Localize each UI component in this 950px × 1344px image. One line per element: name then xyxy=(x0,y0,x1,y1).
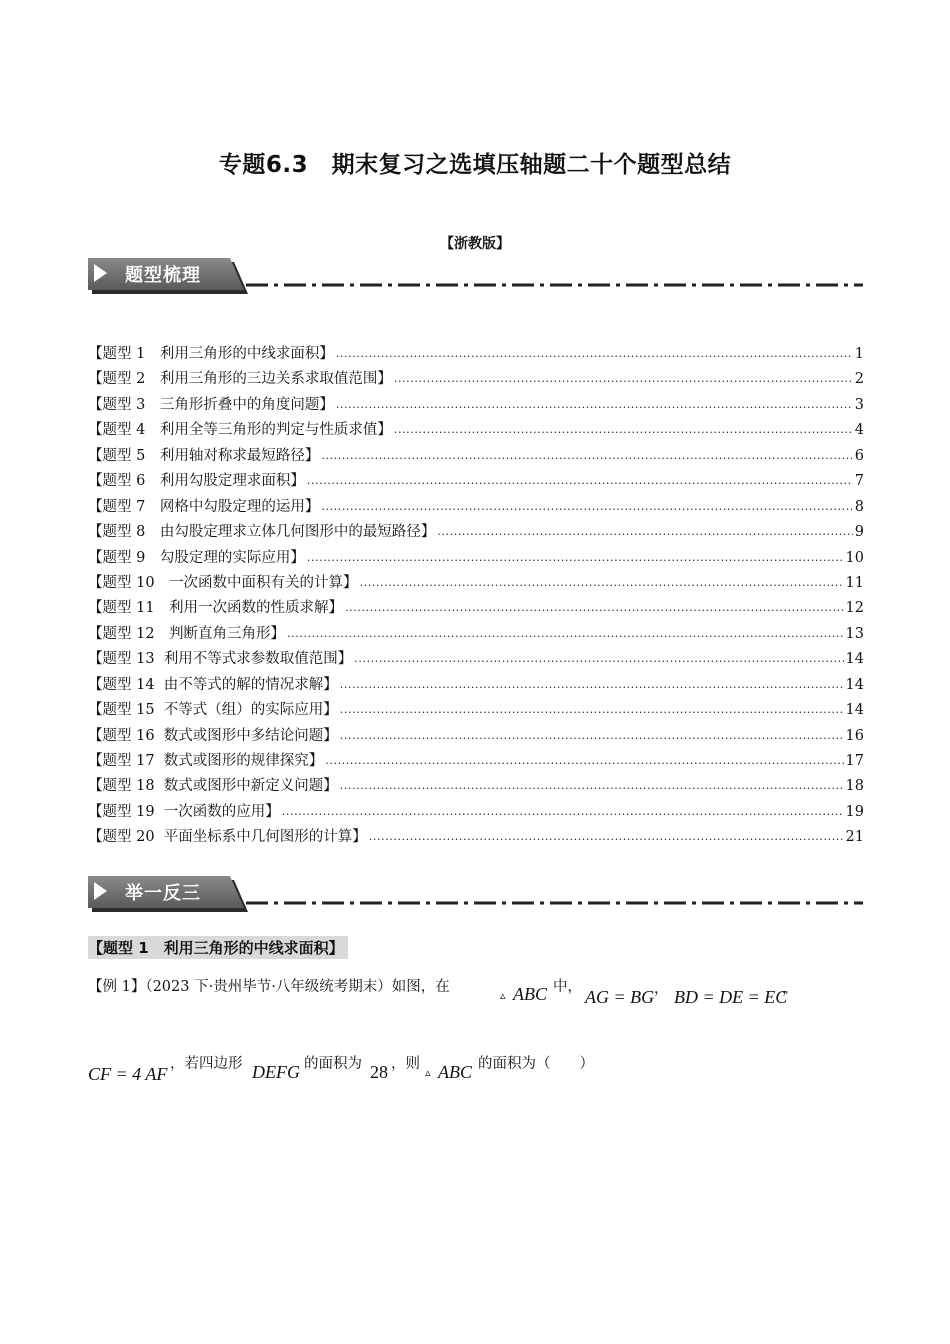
toc-item-label: 【题型 19 一次函数的应用】 xyxy=(88,803,280,820)
toc-item[interactable] xyxy=(88,774,864,799)
toc-item-page: 2 xyxy=(854,371,864,388)
toc-item-label: 【题型 14 由不等式的解的情况求解】 xyxy=(88,676,338,693)
area-value: 28 xyxy=(370,1062,388,1082)
toc-item[interactable] xyxy=(88,749,864,774)
comma-2: ， xyxy=(782,981,797,997)
toc-item[interactable] xyxy=(88,596,864,621)
toc-item-label: 【题型 10 一次函数中面积有关的计算】 xyxy=(88,574,358,591)
toc-item-page: 11 xyxy=(845,574,864,591)
toc-item-page: 3 xyxy=(854,396,864,413)
toc-item-page: 9 xyxy=(854,524,864,541)
toc-item-page: 18 xyxy=(845,778,864,795)
math-eq1: AG = BG xyxy=(585,987,655,1007)
toc-item-page: 21 xyxy=(845,829,864,846)
toc-item-label: 【题型 6 利用勾股定理求面积】 xyxy=(88,473,305,490)
toc-item[interactable] xyxy=(88,647,864,672)
toc-item-label: 【题型 15 不等式（组）的实际应用】 xyxy=(88,702,338,719)
toc-item[interactable] xyxy=(88,571,864,596)
toc-item-label: 【题型 7 网格中勾股定理的运用】 xyxy=(88,498,320,515)
math-abc: ABC xyxy=(513,984,547,1004)
play-arrow-icon xyxy=(94,264,107,282)
toc-item-label: 【题型 12 判断直角三角形】 xyxy=(88,625,286,642)
toc-item-label: 【题型 17 数式或图形的规律探究】 xyxy=(88,753,324,769)
toc-item-page: 14 xyxy=(845,676,864,693)
dash-dot-divider xyxy=(246,901,863,905)
example-text-3: 的面积为 xyxy=(304,1056,362,1072)
toc-item-label: 【题型 8 由勾股定理求立体几何图形中的最短路径】 xyxy=(88,524,436,541)
toc-item-label: 【题型 5 利用轴对称求最短路径】 xyxy=(88,447,320,464)
toc-item-page: 14 xyxy=(845,651,864,668)
toc-item[interactable] xyxy=(88,698,864,723)
toc-item-page: 8 xyxy=(854,498,864,515)
toc-item[interactable] xyxy=(88,724,864,749)
toc-item[interactable] xyxy=(88,342,864,367)
section-header-practice xyxy=(88,876,863,916)
table-of-contents xyxy=(88,342,864,851)
toc-item-label: 【题型 11 利用一次函数的性质求解】 xyxy=(88,600,344,617)
example-zhong: 中， xyxy=(553,979,582,995)
toc-item-label: 【题型 9 勾股定理的实际应用】 xyxy=(88,549,305,566)
toc-item-page: 1 xyxy=(854,346,864,362)
section-header-overview xyxy=(88,258,863,298)
toc-item[interactable] xyxy=(88,520,864,545)
play-arrow-icon xyxy=(94,882,107,900)
toc-item-label: 【题型 20 平面坐标系中几何图形的计算】 xyxy=(88,829,367,846)
toc-item-label: 【题型 13 利用不等式求参数取值范围】 xyxy=(88,651,353,668)
edition-label: 【浙教版】 xyxy=(440,236,510,252)
math-defg: DEFG xyxy=(252,1062,300,1082)
toc-item-label: 【题型 1 利用三角形的中线求面积】 xyxy=(88,346,334,362)
toc-item-page: 13 xyxy=(845,625,864,642)
toc-item[interactable] xyxy=(88,800,864,825)
example-line-1 xyxy=(88,975,888,1015)
toc-item-label: 【题型 16 数式或图形中多结论问题】 xyxy=(88,727,338,744)
example-lead: 【例 1】（2023 下·贵州毕节·八年级统考期末）如图，在 xyxy=(88,979,450,995)
toc-item-page: 16 xyxy=(845,727,864,744)
page-title: 专题6.3 期末复习之选填压轴题二十个题型总结 xyxy=(218,152,732,178)
toc-item-page: 4 xyxy=(854,422,864,439)
toc-item-page: 17 xyxy=(845,753,864,769)
toc-item-label: 【题型 18 数式或图形中新定义问题】 xyxy=(88,778,338,795)
triangle-symbol: ▵ xyxy=(500,989,506,1002)
toc-item-page: 19 xyxy=(845,803,864,820)
toc-item-label: 【题型 2 利用三角形的三边关系求取值范围】 xyxy=(88,371,392,388)
example-line-2 xyxy=(88,1050,888,1090)
toc-item[interactable] xyxy=(88,393,864,418)
question-type-heading: 【题型 1 利用三角形的中线求面积】 xyxy=(88,936,348,959)
toc-item-label: 【题型 4 利用全等三角形的判定与性质求值】 xyxy=(88,422,392,439)
dash-dot-divider xyxy=(246,283,863,287)
toc-item[interactable] xyxy=(88,495,864,520)
math-eq3: CF = 4 AF xyxy=(88,1064,168,1084)
toc-item[interactable] xyxy=(88,546,864,571)
math-abc: ABC xyxy=(438,1062,472,1082)
toc-item-page: 12 xyxy=(845,600,864,617)
toc-item[interactable] xyxy=(88,418,864,443)
toc-item[interactable] xyxy=(88,367,864,392)
toc-item-page: 10 xyxy=(845,549,864,566)
toc-item-page: 7 xyxy=(854,473,864,490)
toc-item-page: 14 xyxy=(845,702,864,719)
toc-item-page: 6 xyxy=(854,447,864,464)
toc-item[interactable] xyxy=(88,469,864,494)
toc-item[interactable] xyxy=(88,673,864,698)
toc-item[interactable] xyxy=(88,622,864,647)
example-text-4: ，则 xyxy=(391,1056,420,1072)
toc-item[interactable] xyxy=(88,444,864,469)
triangle-symbol: ▵ xyxy=(425,1066,431,1079)
math-eq2: BD = DE = EC xyxy=(674,987,788,1007)
example-text-2: ，若四边形 xyxy=(170,1056,243,1072)
example-text-5: 的面积为（ ） xyxy=(478,1056,594,1072)
section-title: 举一反三 xyxy=(125,883,201,904)
toc-item[interactable] xyxy=(88,825,864,850)
comma-1: ， xyxy=(654,981,669,997)
toc-item-label: 【题型 3 三角形折叠中的角度问题】 xyxy=(88,396,334,413)
section-title: 题型梳理 xyxy=(125,265,201,286)
